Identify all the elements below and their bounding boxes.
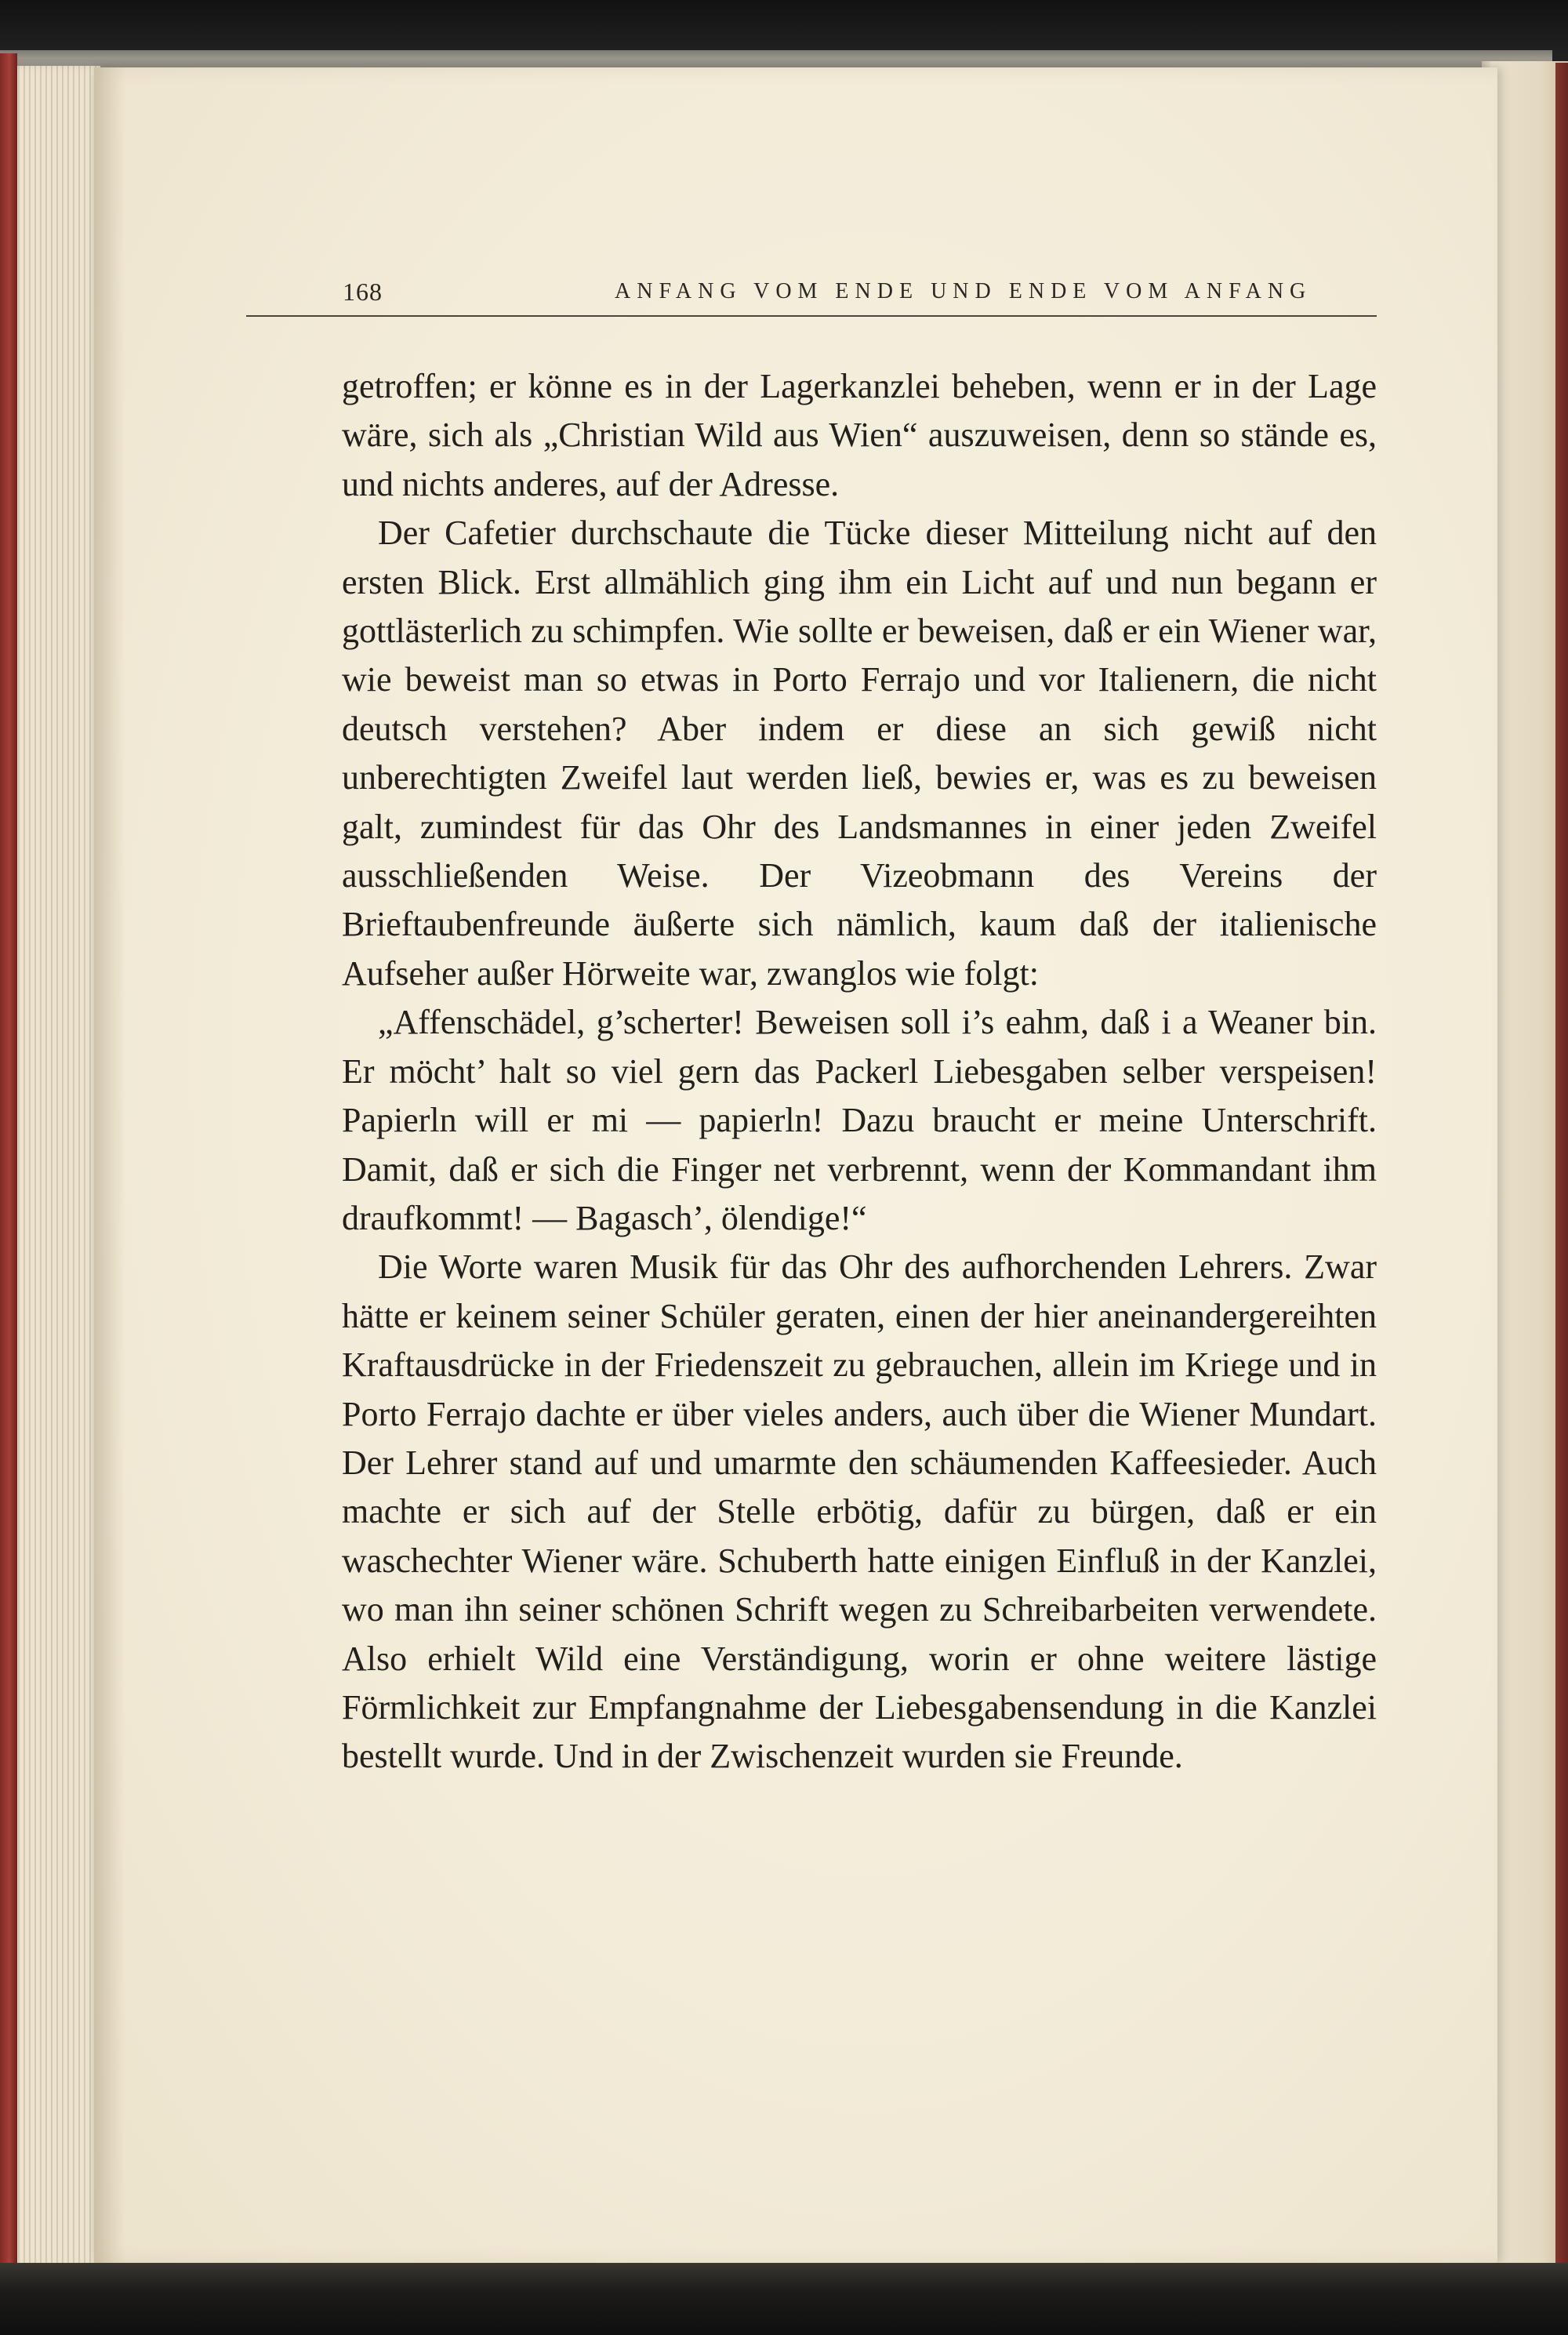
page-edges-left: [14, 66, 100, 2277]
page-number: 168: [343, 278, 383, 306]
book-bottom-edge: [0, 2263, 1568, 2335]
running-header: [246, 274, 1377, 317]
paragraph-quote: „Affenschädel, g’scherter! Beweisen soll i’s eahm, daß i a Weaner bin. Er möcht’ halt so viel gern das Packerl Liebesgaben selber verspeisen! Papierln will er mi — papierln! Dazu braucht er meine Unterschrift. Damit, daß er sich die Finger net verbrennt, wenn der Kommandant ihm draufkommt! — Bagasch’, ölendige!“: [342, 1003, 1377, 1237]
body-text: [342, 362, 1377, 1781]
book-cover-right: [1555, 63, 1568, 2282]
paragraph-continued: getroffen; er könne es in der Lagerkanzlei beheben, wenn er in der Lage wäre, sich als „Christian Wild aus Wien“ auszuweisen, denn so stände es, und nichts anderes, auf der Adresse.: [342, 367, 1377, 503]
running-title: ANFANG VOM ENDE UND ENDE VOM ANFANG: [615, 279, 1312, 303]
gutter-shadow: [94, 67, 125, 2263]
paragraph: Der Cafetier durchschaute die Tücke dieser Mitteilung nicht auf den ersten Blick. Erst allmählich ging ihm ein Licht auf und nun begann er gottlästerlich zu schimpfen. Wie sollte er beweisen, daß er ein Wiener war, wie beweist man so etwas in Porto Ferrajo und vor Italienern, die nicht deutsch verstehen? Aber indem er diese an sich gewiß nicht unberechtigten Zweifel laut werden ließ, bewies er, was es zu beweisen galt, zumindest für das Ohr des Landsmannes in einer jeden Zweifel ausschließenden Weise. Der Vizeobmann des Vereins der Brieftaubenfreunde äußerte sich nämlich, kaum daß der italienische Aufseher außer Hörweite war, zwanglos wie folgt:: [342, 514, 1377, 993]
book-cover-left: [0, 53, 17, 2280]
paragraph: Die Worte waren Musik für das Ohr des aufhorchenden Lehrers. Zwar hätte er keinem seiner Schüler geraten, einen der hier aneinandergereihten Kraftausdrücke in der Friedenszeit zu gebrauchen, allein im Kriege und in Porto Ferrajo dachte er über vieles anders, auch über die Wiener Mundart. Der Lehrer stand auf und umarmte den schäumenden Kaffeesieder. Auch machte er sich auf der Stelle erbötig, dafür zu bürgen, daß er ein waschechter Wiener wäre. Schuberth hatte einigen Einfluß in der Kanzlei, wo man ihn seiner schönen Schrift wegen zu Schreibarbeiten verwendete. Also erhielt Wild eine Verständigung, worin er ohne weitere lästige Förmlichkeit zur Empfangnahme der Liebesgabensendung in die Kanzlei bestellt wurde. Und in der Zwischenzeit wurden sie Freunde.: [342, 1247, 1377, 1776]
